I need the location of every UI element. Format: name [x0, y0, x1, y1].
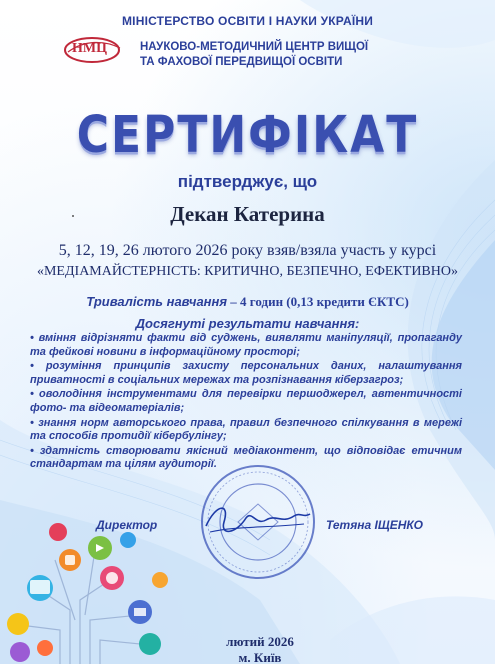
- issue-date: лютий 2026: [226, 634, 294, 649]
- result-item: • розуміння принципів захисту персональних даних, налаштування приватності в соціальних мережах та розпізнавання кіберзагроз;: [30, 360, 462, 386]
- issue-city: м. Київ: [238, 650, 282, 664]
- duration-value: – 4 годин (0,13 кредити ЄКТС): [227, 294, 409, 309]
- director-signature: [196, 496, 316, 546]
- results-list: [30, 332, 462, 473]
- duration: [0, 294, 495, 310]
- results-title: Досягнуті результати навчання:: [135, 316, 360, 331]
- result-item: • здатність створювати якісний медіаконтент, що відповідає етичним стандартам та цілям аудиторії.: [30, 444, 462, 471]
- course-name: «МЕДІАМАЙСТЕРНІСТЬ: КРИТИЧНО, БЕЗПЕЧНО, ЕФЕКТИВНО»: [36, 264, 458, 279]
- participation-dates: 5, 12, 19, 26 лютого 2026 року взяв/взяла участь у курсі: [58, 242, 437, 259]
- center-name-line2: ТА ФАХОВОЇ ПЕРЕДВИЩОЇ ОСВІТИ: [140, 56, 343, 68]
- result-item: • вміння відрізняти факти від суджень, виявляти маніпуляції, пропаганду та фейкові новини в інформаційному просторі;: [30, 332, 462, 358]
- issue-info: [200, 634, 320, 664]
- media-icons-illustration: [0, 520, 200, 664]
- duration-label: Тривалість навчання: [86, 294, 228, 309]
- center-name-line1: НАУКОВО-МЕТОДИЧНИЙ ЦЕНТР ВИЩОЇ: [140, 41, 369, 53]
- certificate-title: СЕРТИФІКАТ: [76, 106, 419, 165]
- nmc-logo: [64, 36, 124, 64]
- ministry-name: МІНІСТЕРСТВО ОСВІТИ І НАУКИ УКРАЇНИ: [121, 14, 374, 28]
- result-item: • знання норм авторського права, правил безпечного спілкування в мережі та способів протидії кібербулінгу;: [30, 416, 462, 443]
- director-name: Тетяна ІЩЕНКО: [326, 518, 423, 532]
- center-name: [140, 40, 400, 70]
- recipient-name: Декан Катерина: [170, 202, 325, 226]
- confirms-text: підтверджує, що: [177, 172, 318, 191]
- director-label: Директор: [96, 518, 158, 532]
- nmc-logo-text: НМЦ: [72, 41, 107, 56]
- result-item: • оволодіння інструментами для перевірки першоджерел, автентичності фото- та відеоматеріалів;: [30, 388, 462, 414]
